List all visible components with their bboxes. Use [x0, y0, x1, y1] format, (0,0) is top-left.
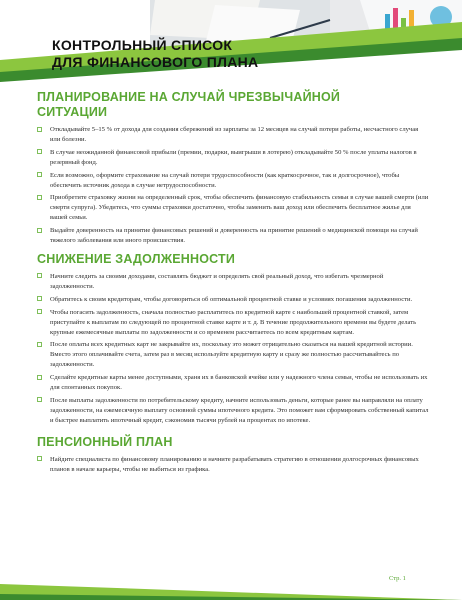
- checklist-item[interactable]: После оплаты всех кредитных карт не закрывайте их, поскольку это может отрицательно сказаться на вашей кредитной истории. Вместо этого оплачивайте счета, затем раз в месяц используйте кредитную карту и сразу же полностью рассчитывайтесь по задолженности.: [37, 340, 429, 370]
- checkbox-icon[interactable]: [37, 342, 42, 347]
- section-heading-debt: СНИЖЕНИЕ ЗАДОЛЖЕННОСТИ: [37, 251, 236, 266]
- checklist-item[interactable]: В случае неожиданной финансовой прибыли (премии, подарки, выигрыши в лотерею) откладывайте 50 % после уплаты налогов в резервный фонд.: [37, 148, 429, 168]
- checkbox-icon[interactable]: [37, 273, 42, 278]
- checklist-item[interactable]: Откладывайте 5–15 % от дохода для создания сбережений из зарплаты за 12 месяцев на случай потери работы, несчастного случая или болезни.: [37, 125, 429, 145]
- checkbox-icon[interactable]: [37, 375, 42, 380]
- footer-banner: [0, 582, 462, 600]
- section-heading-emergency: ПЛАНИРОВАНИЕ НА СЛУЧАЙ ЧРЕЗВЫЧАЙНОЙ СИТУАЦИИ: [37, 90, 341, 119]
- checkbox-icon[interactable]: [37, 149, 42, 154]
- page-title: [52, 37, 292, 71]
- checklist-item[interactable]: Если возможно, оформите страхование на случай потери трудоспособности (как краткосрочное, так и долгосрочное), чтобы обеспечить источник дохода в случае нетрудоспособности.: [37, 171, 429, 191]
- checkbox-icon[interactable]: [37, 228, 42, 233]
- checklist-item[interactable]: Приобретите страховку жизни на определенный срок, чтобы обеспечить финансовую стабильность семьи в случае вашей смерти (или смерти супруга). Убедитесь, что суммы страховки достаточно, чтобы заменить ваш доход или обеспечить бесплатное жилье для вашей семьи.: [37, 193, 429, 223]
- page-title-line2: ДЛЯ ФИНАНСОВОГО ПЛАНА: [52, 54, 259, 70]
- checkbox-icon[interactable]: [37, 456, 42, 461]
- checklist-item[interactable]: Чтобы погасить задолженность, сначала полностью расплатитесь по кредитной карте с наибольшей процентной ставкой, затем приступайте к выплатам по следующей по процентной ставке карте и т. д. В течение продолжительного времени вы будете делать крупные ежемесячные выплаты по задолженности и со временем рассчитаетесь по всем кредитным картам.: [37, 308, 429, 338]
- checklist-item[interactable]: После выплаты задолженности по потребительскому кредиту, начните использовать деньги, которые ранее вы направляли на оплату задолженности, на ежемесячную выплату основной суммы ипотечного кредита. Это поможет вам сформировать собственный капитал и быстрее выплатить ипотечный кредит, сэкономив тысячи рублей на процентах по ипотеке.: [37, 396, 429, 426]
- checklist-item[interactable]: Выдайте доверенность на принятие финансовых решений и доверенность на принятие решений о медицинской помощи на случай тяжелого заболевания или иного происшествия.: [37, 226, 429, 246]
- checklist-item[interactable]: Сделайте кредитные карты менее доступными, храня их в банковской ячейке или у надежного члена семьи, чтобы не использовать их для спонтанных покупок.: [37, 373, 429, 393]
- checklist-content: [37, 90, 429, 477]
- section-heading-retirement: ПЕНСИОННЫЙ ПЛАН: [37, 434, 173, 449]
- page-number: Стр. 1: [389, 575, 406, 582]
- checkbox-icon[interactable]: [37, 127, 42, 132]
- page-title-line1: КОНТРОЛЬНЫЙ СПИСОК: [52, 37, 233, 53]
- checklist-debt: [37, 272, 429, 426]
- checkbox-icon[interactable]: [37, 195, 42, 200]
- checkbox-icon[interactable]: [37, 296, 42, 301]
- checklist-item[interactable]: Найдите специалиста по финансовому планированию и начните разрабатывать стратегию в отношении долгосрочных финансовых планов в начале карьеры, чтобы не выбиться из графика.: [37, 455, 429, 475]
- checkbox-icon[interactable]: [37, 397, 42, 402]
- checklist-item[interactable]: Начните следить за своими доходами, составлять бюджет и определять свой реальный доход, что избегать чрезмерной задолженности.: [37, 272, 429, 292]
- checklist-emergency: [37, 125, 429, 246]
- checklist-retirement: [37, 455, 429, 475]
- checkbox-icon[interactable]: [37, 309, 42, 314]
- checkbox-icon[interactable]: [37, 172, 42, 177]
- checklist-item[interactable]: Обратитесь к своим кредиторам, чтобы договориться об оптимальной процентной ставке и условиях погашения задолженности.: [37, 295, 429, 305]
